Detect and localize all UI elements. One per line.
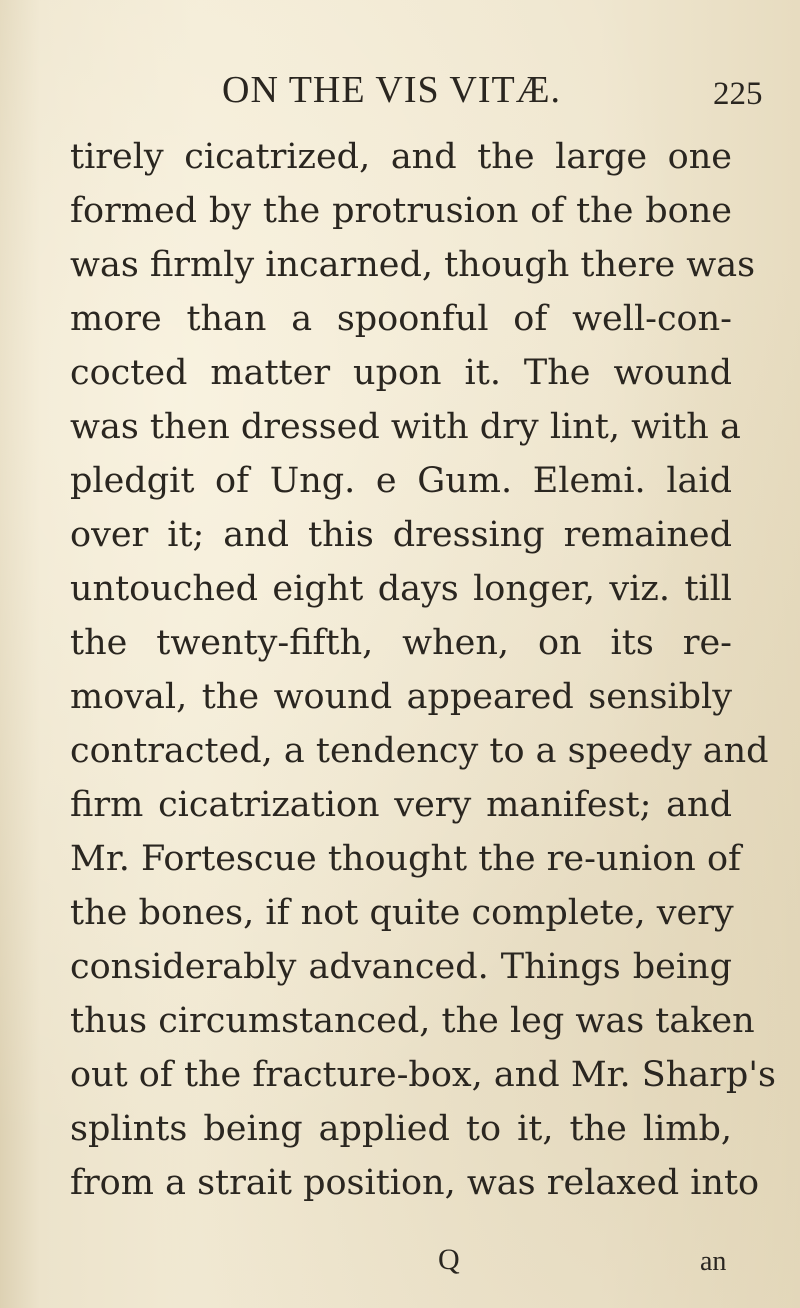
text-line: Mr. Fortescue thought the re-union of	[70, 839, 741, 879]
text-line: from a strait position, was relaxed into	[70, 1163, 760, 1203]
signature-mark: Q	[438, 1243, 460, 1276]
text-line: untouched eight days longer, viz. till	[70, 569, 732, 609]
running-title: ON THE VIS VITÆ.	[222, 69, 562, 111]
text-line: contracted, a tendency to a speedy and	[70, 731, 769, 771]
text-line: more than a spoonful of well-con-	[70, 299, 732, 339]
page-footer	[0, 1240, 800, 1280]
text-line: firm cicatrization very manifest; and	[70, 785, 732, 825]
text-line: formed by the protrusion of the bone	[70, 191, 732, 231]
text-line: the twenty-fifth, when, on its re-	[70, 623, 732, 663]
text-line: was then dressed with dry lint, with a	[70, 407, 741, 447]
text-line: out of the fracture-box, and Mr. Sharp's	[70, 1055, 776, 1095]
text-line: pledgit of Ung. e Gum. Elemi. laid	[70, 461, 732, 501]
text-line: considerably advanced. Things being	[70, 947, 732, 987]
page-number: 225	[713, 76, 763, 112]
text-line: thus circumstanced, the leg was taken	[70, 1001, 755, 1041]
text-line: splints being applied to it, the limb,	[70, 1109, 732, 1149]
text-line: tirely cicatrized, and the large one	[70, 137, 732, 177]
catchword: an	[700, 1246, 727, 1277]
text-line: moval, the wound appeared sensibly	[70, 677, 732, 717]
text-line: cocted matter upon it. The wound	[70, 353, 732, 393]
running-head	[0, 70, 800, 110]
text-line: was firmly incarned, though there was	[70, 245, 756, 285]
text-line: over it; and this dressing remained	[70, 515, 732, 555]
text-line: the bones, if not quite complete, very	[70, 893, 734, 933]
